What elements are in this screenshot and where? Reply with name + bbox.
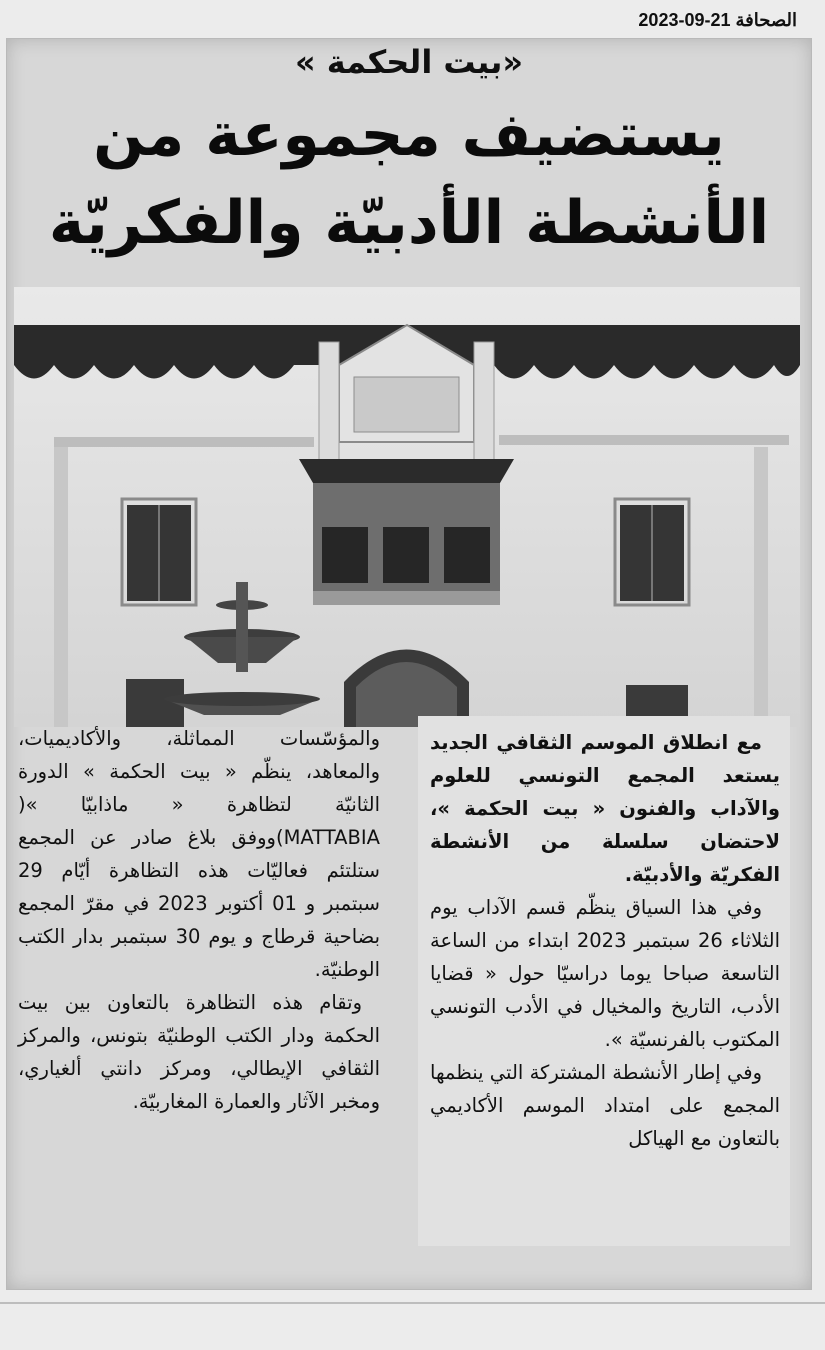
article-column-right [418,716,790,1246]
article-paragraph: وفي إطار الأنشطة المشتركة التي ينظمها المجمع على امتداد الموسم الأكاديمي بالتعاون مع الهياكل [430,1061,780,1150]
article-kicker: «بيت الحكمة » [294,43,524,81]
page-fold-divider [0,1302,825,1304]
article-paragraph: وفي هذا السياق ينظّم قسم الآداب يوم الثلاثاء 26 سبتمبر 2023 ابتداء من الساعة التاسعة صباحا يوما دراسيّا حول « قضايا الأدب، التاريخ والمخيال في الأدب التونسي المكتوب بالفرنسيّة ». [430,896,781,1051]
publication-date-line: الصحافة 21-09-2023 [638,10,797,30]
article-lead: مع انطلاق الموسم الثقافي الجديد يستعد المجمع التونسي للعلوم والآداب والفنون « بيت الحكمة »، لاحتضان سلسلة من الأنشطة الفكريّة والأدبيّة. [430,731,780,886]
article-headline: يستضيف مجموعة من الأنشطة الأدبيّة والفكريّة [48,100,770,258]
article-column-left [14,718,386,1118]
building-photo-illustration [14,287,800,727]
article-photo [14,287,800,727]
article-paragraph: والمؤسّسات المماثلة، والأكاديميات، والمعاهد، ينظّم « بيت الحكمة » الدورة الثانيّة لتظاهرة « ماذابيّا »( MATTABIA)ووفق بلاغ صادر عن المجمع ستلتئم فعاليّات هذه التظاهرة أيّام 29 سبتمبر و 01 أكتوبر 2023 في مقرّ المجمع بضاحية قرطاج و يوم 30 سبتمبر بدار الكتب الوطنيّة. [18,727,381,981]
article-paragraph: وتقام هذه التظاهرة بالتعاون بين بيت الحكمة ودار الكتب الوطنيّة بتونس، والمركز الثقافي الإيطالي، ومركز دانتي ألغياري، ومخبر الآثار والعمارة المغاربيّة. [18,991,380,1113]
